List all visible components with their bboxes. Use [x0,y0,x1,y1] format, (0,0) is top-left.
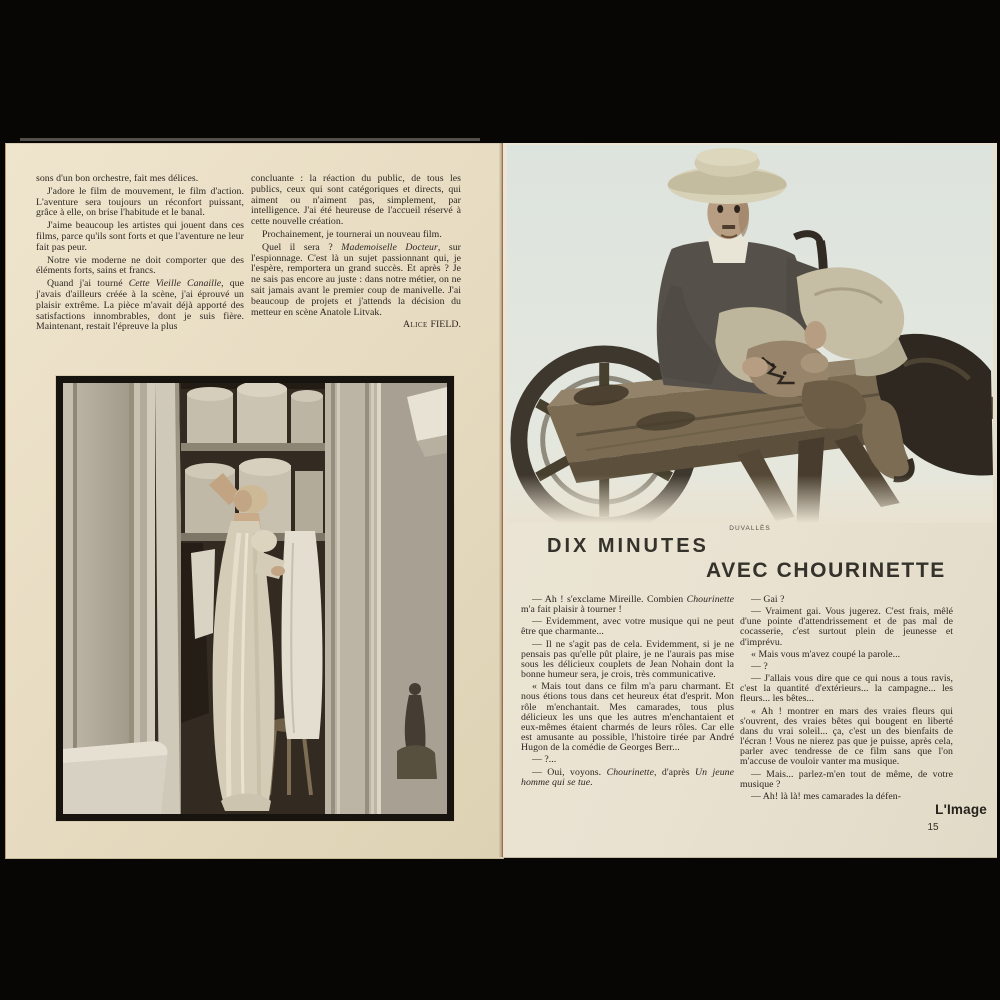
right-page-column-2: — Gai ? — Vraiment gai. Vous jugerez. C'est frais, mêlé d'une pointe d'attendrissement et de pas mal de cocasserie, c'est surtout plein de jeunesse et d'imprévu. « Mais vous m'avez coupé la parole... — ? — J'allais vous dire que ce qui nous a tous ravis, c'est la quantité d'extérieurs... la campagne... les fleurs... les bêtes... « Ah ! montrer en mars des vraies fleurs qui s'ouvrent, des vraies bêtes qui bougent en liberté dans du vrai soleil... ça, c'est un des bienfaits de l'écran ! Vous ne nierez pas que je puisse, après cela, parler avec tendresse de ce film sans que l'on m'accuse de vouloir vanter ma musique. — Mais... parlez-m'en tout de même, de votre musique ? — Ah! là là! mes camarades la défen- [740,594,953,802]
page-top-edge [20,138,480,141]
left-page-column-1: sons d'un bon orchestre, fait mes délices. J'adore le film de mouvement, le film d'action. L'aventure sera toujours un réconfort puissant, grâce à elle, on brise l'habitude et le banal. J'aime beaucoup les artistes qui jouent dans ces films, parce qu'ils sont forts et que l'aventure ne leur fait pas peur. Notre vie moderne ne doit comporter que des éléments forts, sains et francs. Quand j'ai tourné Cette Vieille Canaille, que j'avais d'ailleurs créée à la scène, j'ai éprouvé un plaisir extrême. La pièce m'avait déjà apporté des satisfactions innombrables, dont je suis fière. Maintenant, restait l'épreuve la plus [36,173,244,333]
left-page [5,143,504,859]
magazine-spread [5,143,997,857]
photo-caption: DUVALLÈS [729,525,771,532]
page-number: 15 [927,822,939,833]
right-page [503,143,997,858]
wheelbarrow-man-illustration [507,145,993,523]
closet-scene-illustration [63,383,447,814]
left-page-photo [56,376,454,821]
magazine-name: L'Image [935,802,987,817]
article-title-line-2: AVEC CHOURINETTE [706,559,946,582]
right-page-photo [507,145,993,523]
left-page-column-2: concluante : la réaction du public, de tous les publics, ceux qui sont catégoriques et directs, qui aiment ou n'aiment pas, simplement, par intelligence. J'ai été heureuse de l'accueil réservé à cette nouvelle création. Prochainement, je tournerai un nouveau film. Quel il sera ? Mademoiselle Docteur, sur l'espionnage. C'est là un sujet passionnant qui, je l'espère, remportera un grand succès. Et après ? Je ne sais pas encore au juste : dans notre métier, on ne sait jamais avant le premier coup de manivelle. J'ai beaucoup de projets et j'attends la décision du metteur en scène Anatole Litvak. Alice FIELD. [251,173,461,331]
article-title-line-1: DIX MINUTES [547,535,709,557]
right-page-column-1: — Ah ! s'exclame Mireille. Combien Chourinette m'a fait plaisir à tourner ! — Evidemment, avec votre musique qui ne peut être que charmante... — Il ne s'agit pas de cela. Evidemment, si je ne pensais pas qu'elle pût plaire, je ne l'aurais pas mise sous les délicieux couplets de Jean Nohain dont la bonne humeur sera, je crois, très communicative. « Mais tout dans ce film m'a paru charmant. Et nous étions tous dans cet heureux état d'esprit. Mon rôle m'enchantait. Mes camarades, tous plus délicieux les uns que les autres m'enchantaient et eux-mêmes étaient charmés de leurs rôles. Car elle est amusante au possible, l'histoire tirée par André Hugon de la comédie de Georges Berr... — ?... — Oui, voyons. Chourinette, d'après Un jeune homme qui se tue. [521,594,735,788]
